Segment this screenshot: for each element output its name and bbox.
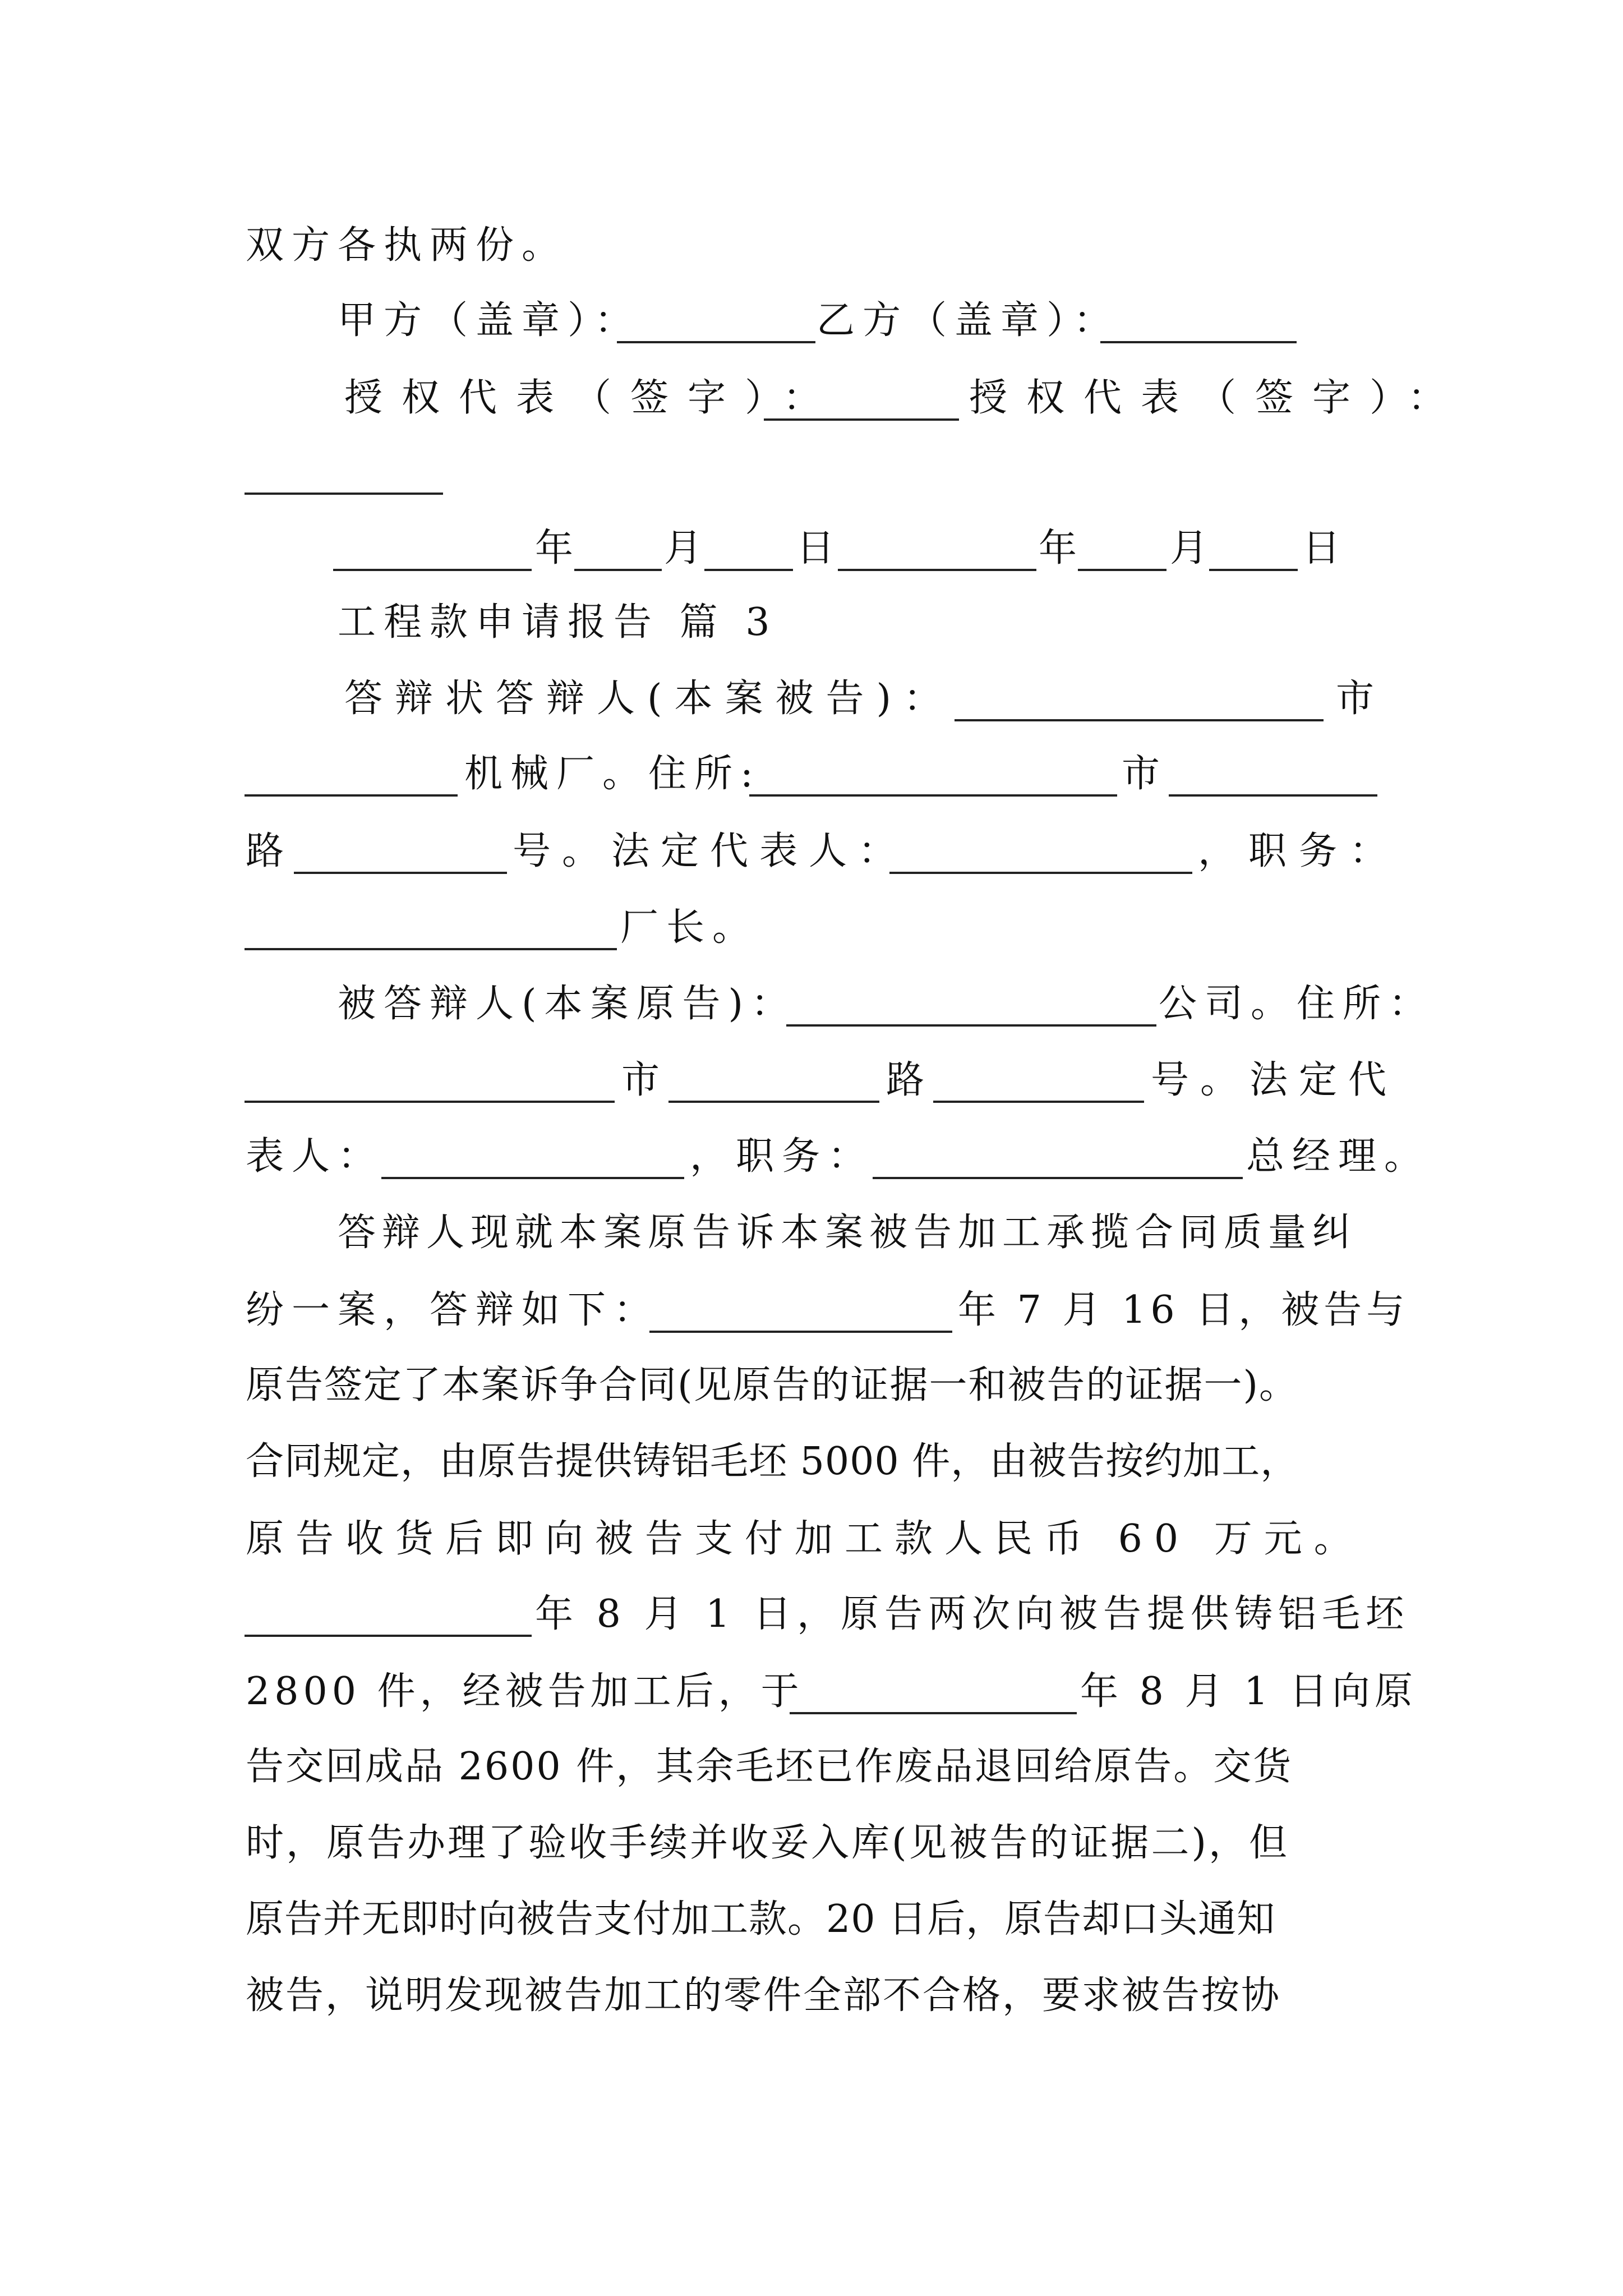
blank-line [333,569,532,571]
doc-line-11 [0,976,1623,1055]
text-segment: 号。法定代表人： [513,829,908,873]
text-segment: 市 [621,1058,660,1102]
text-segment: 厂长。 [620,905,759,950]
doc-line-2 [0,293,1623,371]
text-segment: 总经理。 [1246,1134,1431,1179]
date-day-label: 日 [796,526,835,570]
claimant-label: 被答辩人(本案原告)： [338,982,797,1026]
blank-line [955,719,1324,721]
text-segment: ，职务： [690,1134,874,1179]
blank-line [1169,794,1377,797]
doc-line-17 [0,1434,1623,1512]
blank-line [574,569,662,571]
date-year-label: 年 [1039,526,1077,570]
text-segment: 年 8 月 1 日，原告两次向被告提供铸铝毛坯 [535,1592,1409,1636]
doc-line-5 [0,521,1623,599]
text-segment: 双方各执两份。 [246,223,568,268]
doc-line-22 [0,1815,1623,1894]
date-month-label: 月 [664,526,703,570]
doc-line-12 [0,1052,1623,1131]
blank-line [1209,569,1298,571]
text-segment: 号。法定代 [1151,1058,1398,1102]
party-b-representative-label: 授权代表（签字）： [969,376,1465,420]
doc-line-1 [0,218,1623,296]
blank-line [381,1177,684,1179]
doc-line-14 [0,1205,1623,1283]
doc-line-21 [0,1739,1623,1818]
blank-line [704,569,793,571]
text-segment: 原告并无即时向被告支付加工款。20 日后，原告却口头通知 [246,1897,1276,1941]
blank-line [245,794,458,797]
blank-line [1078,569,1166,571]
text-segment: 答辩人现就本案原告诉本案被告加工承揽合同质量纠 [338,1211,1357,1255]
doc-line-9 [0,823,1623,902]
date-year-label: 年 [535,526,574,570]
party-b-seal-label: 乙方（盖章）： [817,298,1120,343]
date-day-label: 日 [1302,526,1341,570]
blank-line [1100,341,1297,343]
blank-line [786,1024,1156,1027]
doc-line-19 [0,1586,1623,1665]
text-segment: 市 [1122,752,1160,796]
doc-line-13 [0,1129,1623,1207]
blank-line [245,493,443,495]
text-segment: 年 8 月 1 日向原 [1080,1669,1417,1714]
text-segment: 合同规定，由原告提供铸铝毛坯 5000 件，由被告按约加工， [246,1439,1299,1484]
blank-line [245,948,617,950]
text-segment: ，职务： [1198,829,1400,873]
doc-line-4 [0,444,1623,523]
doc-line-10 [0,900,1623,978]
text-segment: 市 [1336,677,1375,721]
blank-line [749,794,1117,797]
text-segment: 2800 件，经被告加工后，于 [246,1669,804,1714]
text-segment: 路 [246,829,284,873]
blank-line [838,569,1036,571]
text-segment: 表人： [246,1134,384,1179]
text-segment: 原告收货后即向被告支付加工款人民币 60 万元。 [246,1517,1364,1561]
doc-line-15 [0,1282,1623,1361]
text-segment: 被告，说明发现被告加工的零件全部不合格，要求被告按协 [246,1973,1281,2018]
respondent-label: 答辩状答辩人(本案被告)： [344,677,955,721]
doc-line-18 [0,1511,1623,1590]
doc-line-23 [0,1892,1623,1970]
text-segment: 路 [886,1058,925,1102]
blank-line [294,872,507,874]
text-segment: 原告签定了本案诉争合同(见原告的证据一和被告的证据一)。 [246,1363,1299,1407]
date-month-label: 月 [1170,526,1209,570]
doc-line-16 [0,1358,1623,1436]
doc-line-8 [0,746,1623,825]
text-segment: 年 7 月 16 日，被告与 [958,1288,1409,1332]
doc-line-3 [0,370,1623,449]
blank-line [245,1635,532,1637]
blank-line [933,1101,1144,1103]
text-segment: 公司。住所： [1159,982,1435,1026]
text-segment: 机械厂。住所: [464,752,761,796]
section-heading: 工程款申请报告 篇 3 [338,600,778,645]
party-a-seal-label: 甲方（盖章）： [338,298,641,343]
text-segment: 纷一案，答辩如下： [246,1288,660,1332]
text-segment: 时，原告办理了验收手续并收妥入库(见被告的证据二)，但 [246,1821,1290,1865]
blank-line [649,1331,952,1333]
doc-line-24 [0,1968,1623,2046]
blank-line [245,1101,615,1103]
blank-line [889,872,1192,874]
text-segment: 告交回成品 2600 件，其余毛坯已作废品退回给原告。交货 [246,1745,1293,1789]
party-a-representative-label: 授权代表（签字）： [344,376,841,420]
blank-line [668,1101,879,1103]
doc-line-7 [0,671,1623,749]
doc-line-6 [0,595,1623,673]
blank-line [873,1177,1243,1179]
blank-line [764,418,959,421]
blank-line [617,341,815,343]
blank-line [790,1712,1077,1714]
doc-line-20 [0,1664,1623,1742]
